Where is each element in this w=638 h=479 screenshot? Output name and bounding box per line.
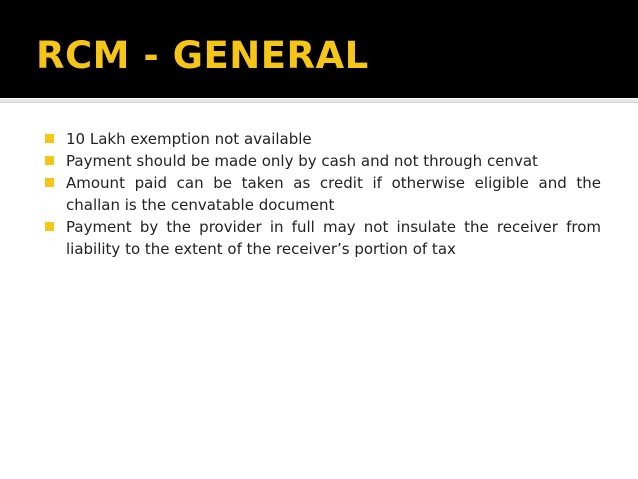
bullet-item: [45, 128, 601, 150]
square-bullet-icon: [45, 156, 54, 165]
bullet-text: Payment by the provider in full may not insulate the receiver from liability to the extent of the receiver’s portion of tax: [66, 218, 601, 258]
title-bar: [0, 0, 638, 98]
bullet-text: Amount paid can be taken as credit if otherwise eligible and the challan is the cenvatable document: [66, 174, 601, 214]
square-bullet-icon: [45, 222, 54, 231]
bullet-text: 10 Lakh exemption not available: [66, 130, 312, 148]
bullet-item: [45, 172, 601, 216]
bullet-item: [45, 150, 601, 172]
slide-title: RCM - GENERAL: [36, 34, 369, 77]
bullet-item: [45, 216, 601, 260]
square-bullet-icon: [45, 178, 54, 187]
title-divider: [0, 99, 638, 103]
bullet-text: Payment should be made only by cash and not through cenvat: [66, 152, 538, 170]
square-bullet-icon: [45, 134, 54, 143]
bullet-list: [45, 128, 601, 260]
